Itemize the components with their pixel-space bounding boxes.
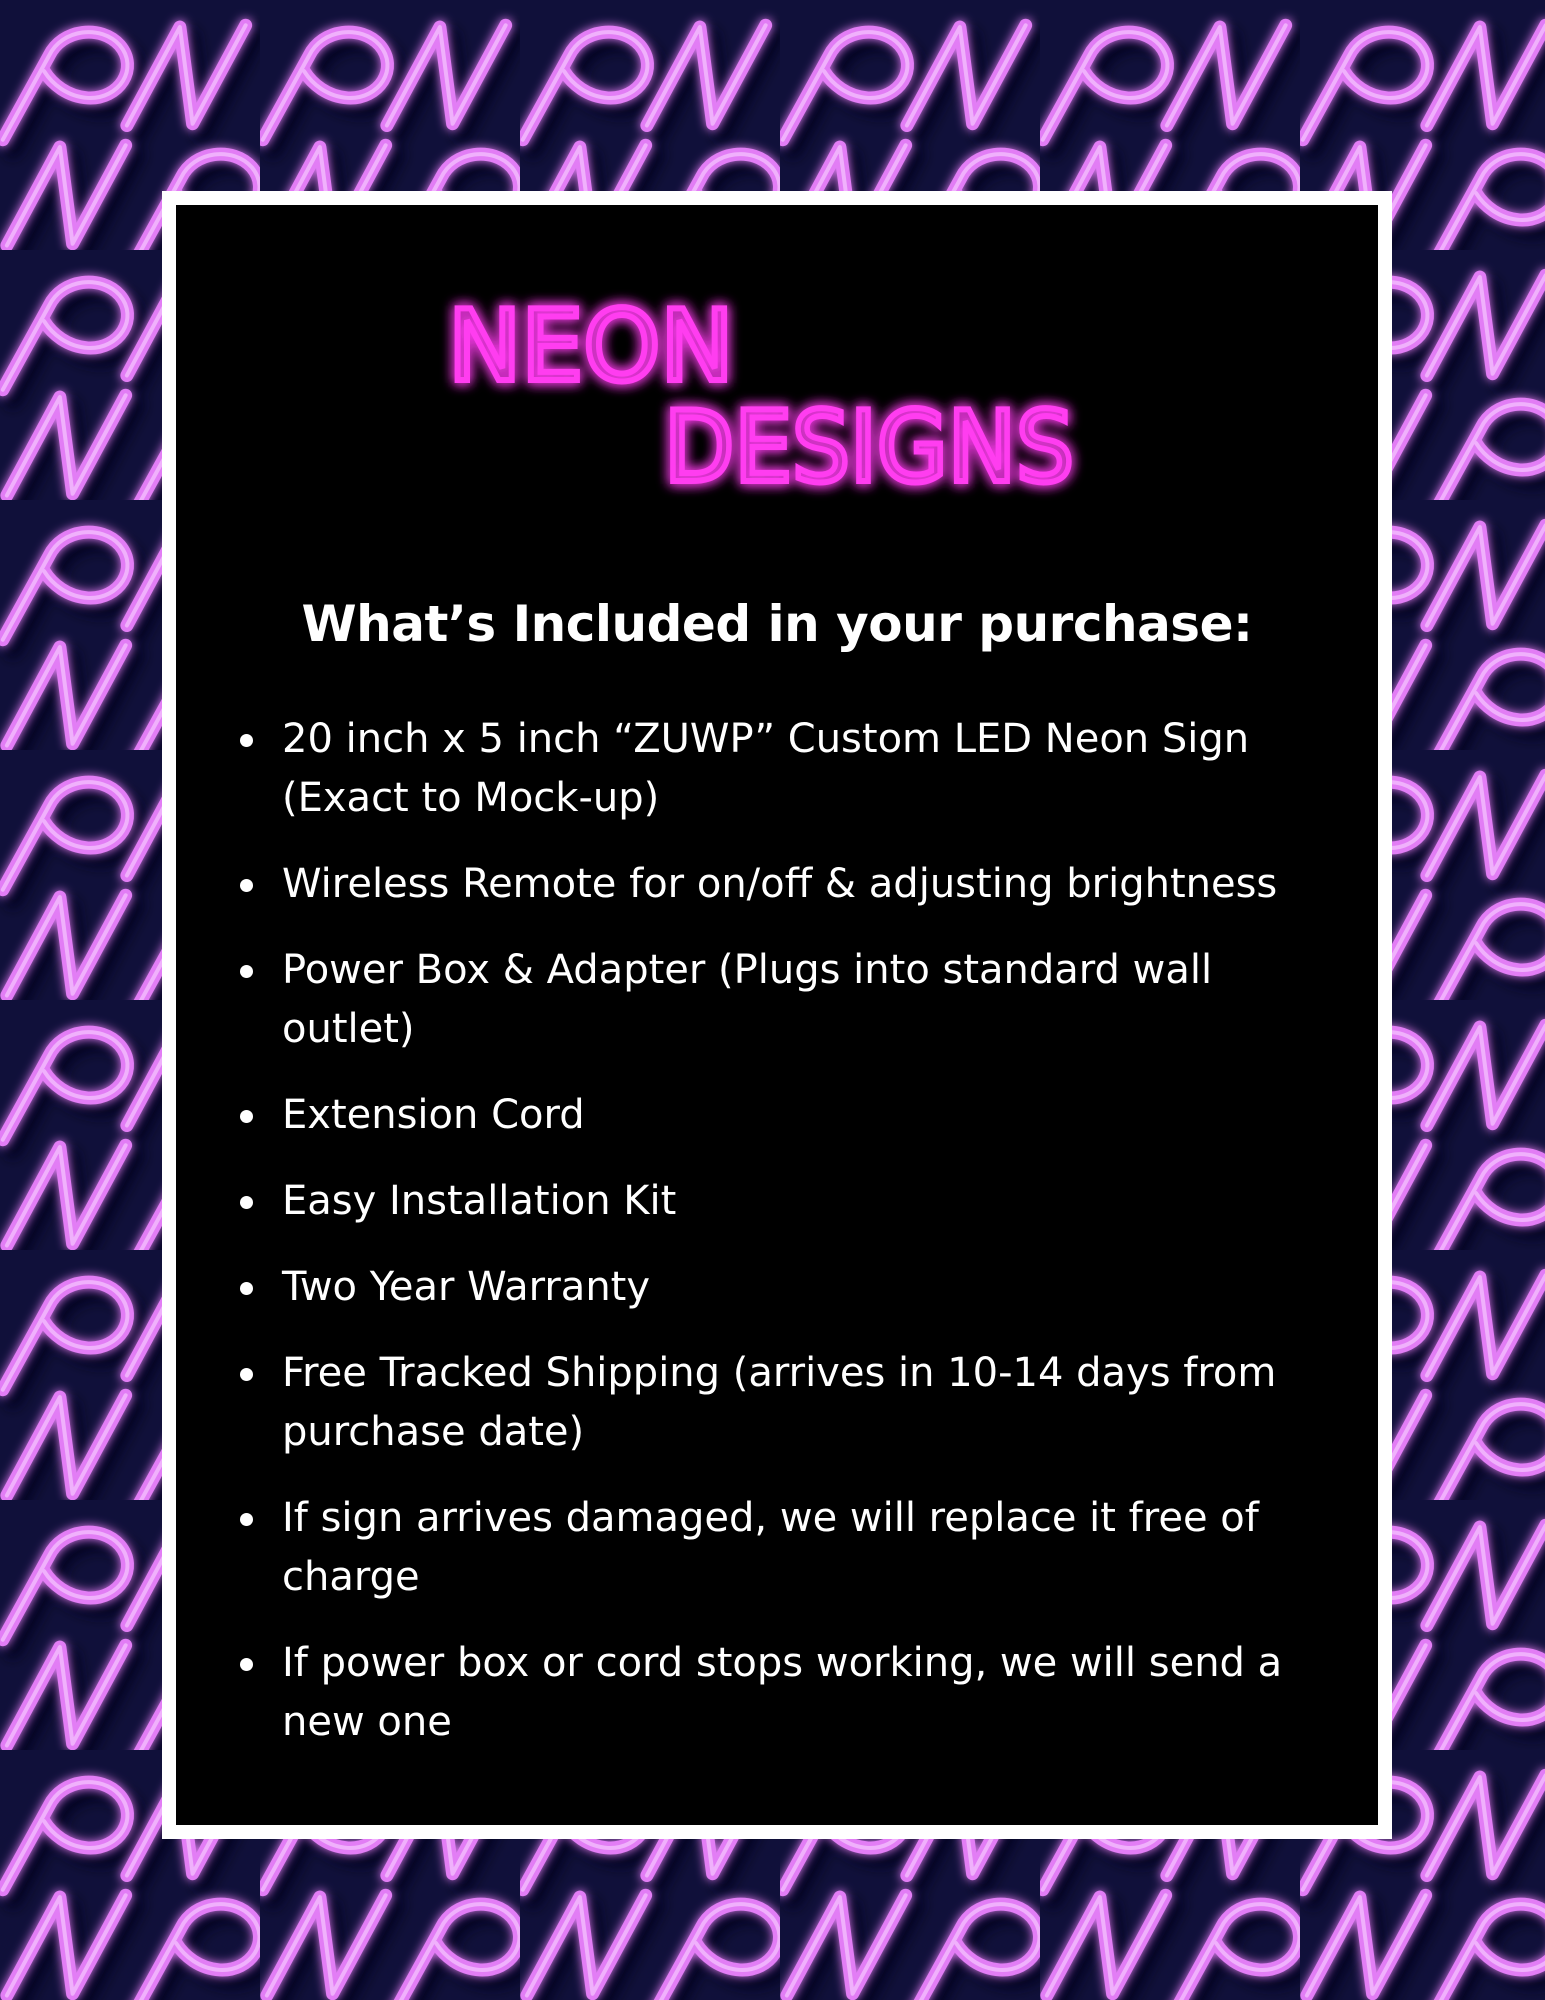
bullet-icon [240,1110,253,1123]
neon-designs-logo [176,205,1378,535]
list-item-text: Wireless Remote for on/off & adjusting brightness [282,861,1278,907]
list-item [176,1172,1378,1231]
list-item [176,855,1378,914]
list-item-text: Free Tracked Shipping (arrives in 10-14 days from purchase date) [282,1350,1277,1455]
logo-line-designs: DESIGNS [664,391,1074,505]
list-item-text: 20 inch x 5 inch “ZUWP” Custom LED Neon Sign (Exact to Mock-up) [282,716,1250,821]
list-item [176,1634,1378,1752]
bullet-icon [240,1282,253,1295]
list-item [176,1344,1378,1462]
list-item [176,941,1378,1059]
bullet-icon [240,965,253,978]
bullet-icon [240,1513,253,1526]
list-item-text: If power box or cord stops working, we will send a new one [282,1640,1283,1745]
list-item [176,710,1378,828]
page-heading: What’s Included in your purchase: [301,595,1253,653]
bullet-icon [240,879,253,892]
card-frame [162,191,1392,1839]
list-item [176,1086,1378,1145]
logo-line-neon: NEON [448,290,734,404]
info-card [176,205,1378,1825]
bullet-icon [240,1368,253,1381]
list-item-text: Easy Installation Kit [282,1178,677,1224]
list-item-text: Power Box & Adapter (Plugs into standard wall outlet) [282,947,1213,1052]
bullet-icon [240,1658,253,1671]
list-item-text: Two Year Warranty [282,1264,651,1310]
bullet-icon [240,734,253,747]
list-item-text: If sign arrives damaged, we will replace it free of charge [282,1495,1259,1600]
list-item [176,1258,1378,1317]
included-items-list [176,710,1378,1779]
list-item [176,1489,1378,1607]
list-item-text: Extension Cord [282,1092,585,1138]
bullet-icon [240,1196,253,1209]
